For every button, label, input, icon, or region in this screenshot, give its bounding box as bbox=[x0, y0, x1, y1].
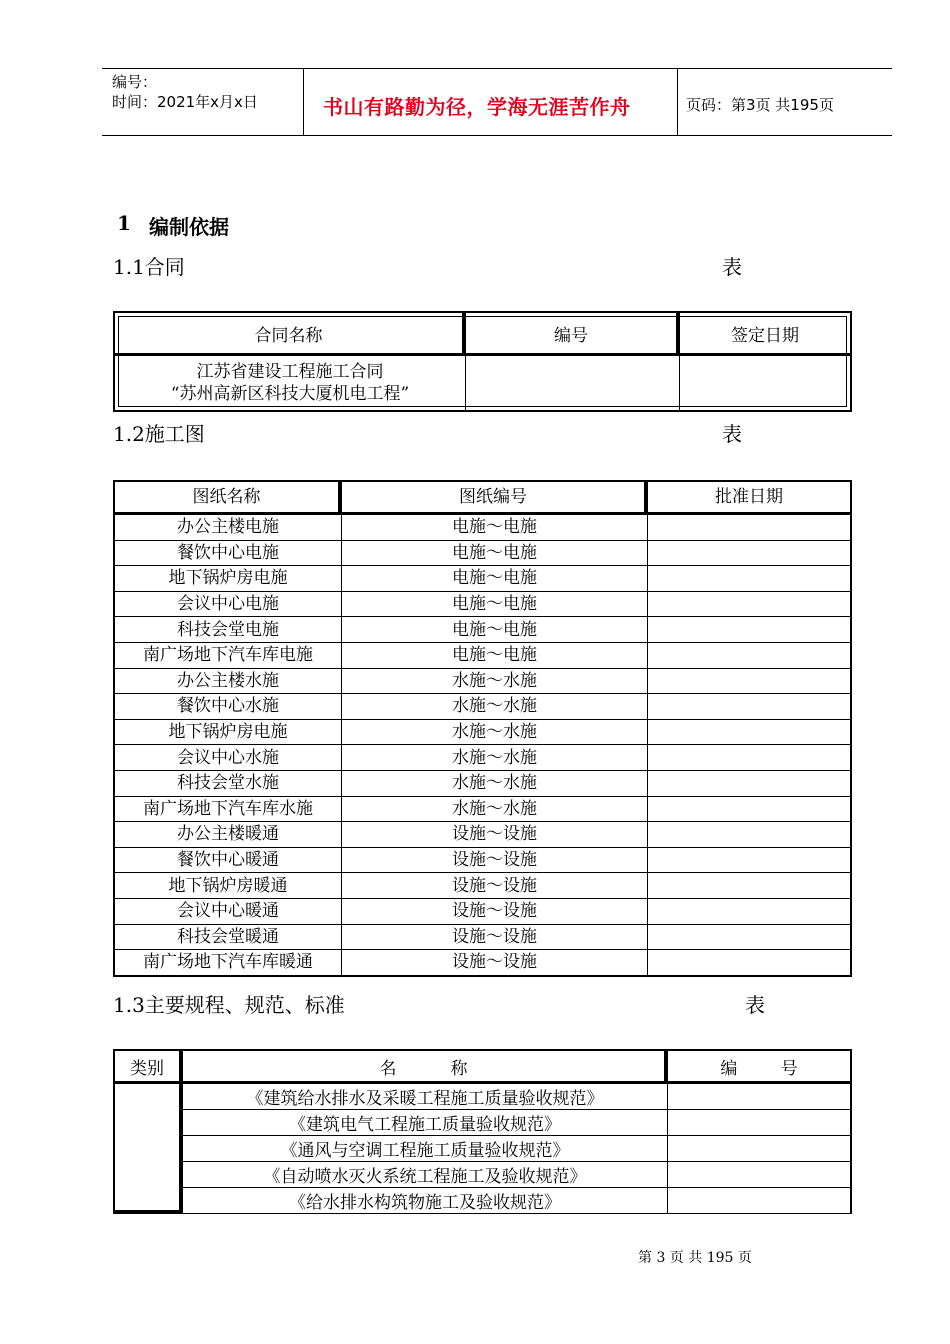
contract-name-line: “苏州高新区科技大厦机电工程” bbox=[170, 384, 410, 404]
contract-name-line: 江苏省建设工程施工合同 bbox=[196, 362, 384, 382]
table-row bbox=[115, 950, 850, 975]
header-time-label: 时间：2021年x月x日 bbox=[112, 93, 258, 111]
drawing-date-cell bbox=[648, 617, 850, 643]
drawing-date-cell bbox=[648, 720, 850, 746]
drawing-code-cell: 设施～设施 bbox=[342, 848, 648, 874]
drawing-code-cell: 设施～设施 bbox=[342, 950, 648, 975]
drawing-name-cell: 会议中心暖通 bbox=[115, 899, 342, 925]
drawing-code-cell: 水施～水施 bbox=[342, 694, 648, 720]
drawing-code-cell: 电施～电施 bbox=[342, 515, 648, 541]
column-header: 批准日期 bbox=[648, 482, 850, 515]
drawing-name-cell: 地下锅炉房电施 bbox=[115, 566, 342, 592]
column-header: 编 号 bbox=[668, 1051, 850, 1084]
drawing-code-cell: 水施～水施 bbox=[342, 669, 648, 695]
table-row bbox=[115, 720, 850, 746]
table-row bbox=[115, 515, 850, 541]
table-row bbox=[115, 873, 850, 899]
table-label: 表 bbox=[722, 255, 742, 279]
drawing-date-cell bbox=[648, 797, 850, 823]
drawing-date-cell bbox=[648, 950, 850, 975]
table-row bbox=[115, 643, 850, 669]
column-header: 名 称 bbox=[183, 1051, 668, 1084]
drawing-name-cell: 办公主楼暖通 bbox=[115, 822, 342, 848]
table-header-row bbox=[115, 313, 850, 356]
standard-name-cell: 《给水排水构筑物施工及验收规范》 bbox=[183, 1188, 668, 1214]
drawing-code-cell: 水施～水施 bbox=[342, 720, 648, 746]
drawing-code-cell: 水施～水施 bbox=[342, 797, 648, 823]
drawing-name-cell: 地下锅炉房暖通 bbox=[115, 873, 342, 899]
table-row bbox=[115, 694, 850, 720]
column-header: 合同名称 bbox=[115, 313, 466, 356]
column-header: 图纸编号 bbox=[342, 482, 648, 515]
contract-number-cell bbox=[466, 356, 680, 410]
drawing-name-cell: 南广场地下汽车库水施 bbox=[115, 797, 342, 823]
table-label: 表 bbox=[745, 993, 765, 1017]
table-row bbox=[115, 669, 850, 695]
category-cell bbox=[115, 1084, 183, 1214]
heading-number: 1 bbox=[117, 211, 131, 235]
table-row bbox=[115, 617, 850, 643]
table-row bbox=[115, 566, 850, 592]
standards-table bbox=[113, 1049, 852, 1214]
column-header: 编号 bbox=[466, 313, 680, 356]
column-header: 签定日期 bbox=[680, 313, 850, 356]
table-row bbox=[115, 356, 850, 410]
drawing-date-cell bbox=[648, 566, 850, 592]
drawing-code-cell: 电施～电施 bbox=[342, 541, 648, 567]
header-number-label: 编号： bbox=[112, 73, 158, 91]
section-title-drawings: 1.2施工图 bbox=[113, 422, 205, 446]
column-header: 图纸名称 bbox=[115, 482, 342, 515]
contract-date-cell bbox=[680, 356, 850, 410]
standard-name-cell: 《建筑电气工程施工质量验收规范》 bbox=[183, 1110, 668, 1136]
drawing-date-cell bbox=[648, 541, 850, 567]
drawing-name-cell: 餐饮中心电施 bbox=[115, 541, 342, 567]
standard-number-cell bbox=[668, 1084, 850, 1110]
drawing-date-cell bbox=[648, 848, 850, 874]
contract-name-cell bbox=[115, 356, 466, 410]
drawing-date-cell bbox=[648, 515, 850, 541]
standard-number-cell bbox=[668, 1136, 850, 1162]
drawing-date-cell bbox=[648, 694, 850, 720]
drawing-code-cell: 电施～电施 bbox=[342, 592, 648, 618]
drawing-name-cell: 地下锅炉房电施 bbox=[115, 720, 342, 746]
drawing-code-cell: 电施～电施 bbox=[342, 643, 648, 669]
table-row bbox=[115, 797, 850, 823]
header-divider bbox=[303, 68, 304, 135]
section-title-contract: 1.1合同 bbox=[113, 255, 185, 279]
table-row bbox=[115, 899, 850, 925]
drawing-name-cell: 科技会堂暖通 bbox=[115, 925, 342, 951]
heading-title: 编制依据 bbox=[149, 215, 229, 239]
drawing-date-cell bbox=[648, 592, 850, 618]
header-bottom-rule bbox=[102, 135, 892, 136]
table-row bbox=[115, 1162, 850, 1188]
drawing-date-cell bbox=[648, 771, 850, 797]
drawing-code-cell: 设施～设施 bbox=[342, 822, 648, 848]
standard-name-cell: 《建筑给水排水及采暖工程施工质量验收规范》 bbox=[183, 1084, 668, 1110]
drawing-code-cell: 设施～设施 bbox=[342, 925, 648, 951]
drawing-code-cell: 电施～电施 bbox=[342, 566, 648, 592]
standard-number-cell bbox=[668, 1188, 850, 1214]
table-row bbox=[115, 541, 850, 567]
table-row bbox=[115, 925, 850, 951]
column-header: 类别 bbox=[115, 1051, 183, 1084]
table-row bbox=[115, 592, 850, 618]
drawing-date-cell bbox=[648, 873, 850, 899]
standard-name-cell: 《通风与空调工程施工质量验收规范》 bbox=[183, 1136, 668, 1162]
drawing-date-cell bbox=[648, 745, 850, 771]
footer-page-number: 第 3 页 共 195 页 bbox=[638, 1250, 752, 1266]
header-top-rule bbox=[102, 68, 892, 69]
table-row bbox=[115, 822, 850, 848]
table-row bbox=[115, 1084, 850, 1110]
header-motto: 书山有路勤为径，学海无涯苦作舟 bbox=[323, 95, 631, 119]
header-divider bbox=[677, 68, 678, 135]
drawing-name-cell: 办公主楼水施 bbox=[115, 669, 342, 695]
drawing-code-cell: 电施～电施 bbox=[342, 617, 648, 643]
table-row bbox=[115, 745, 850, 771]
contract-table bbox=[113, 311, 852, 412]
standard-number-cell bbox=[668, 1110, 850, 1136]
drawing-date-cell bbox=[648, 643, 850, 669]
drawing-date-cell bbox=[648, 925, 850, 951]
standard-name-cell: 《自动喷水灭火系统工程施工及验收规范》 bbox=[183, 1162, 668, 1188]
drawings-table bbox=[113, 480, 852, 977]
table-row bbox=[115, 848, 850, 874]
header-page-label: 页码：第3页 共195页 bbox=[686, 96, 834, 114]
drawing-name-cell: 会议中心电施 bbox=[115, 592, 342, 618]
section-title-standards: 1.3主要规程、规范、标准 bbox=[113, 993, 345, 1017]
drawing-name-cell: 办公主楼电施 bbox=[115, 515, 342, 541]
drawing-name-cell: 餐饮中心水施 bbox=[115, 694, 342, 720]
drawing-name-cell: 南广场地下汽车库暖通 bbox=[115, 950, 342, 975]
table-header-row bbox=[115, 482, 850, 515]
drawing-code-cell: 设施～设施 bbox=[342, 873, 648, 899]
drawing-name-cell: 科技会堂电施 bbox=[115, 617, 342, 643]
table-label: 表 bbox=[722, 422, 742, 446]
table-row bbox=[115, 1110, 850, 1136]
table-row bbox=[115, 1188, 850, 1214]
drawing-code-cell: 水施～水施 bbox=[342, 745, 648, 771]
drawing-date-cell bbox=[648, 822, 850, 848]
table-row bbox=[115, 1136, 850, 1162]
table-row bbox=[115, 771, 850, 797]
drawing-name-cell: 会议中心水施 bbox=[115, 745, 342, 771]
standard-number-cell bbox=[668, 1162, 850, 1188]
drawing-code-cell: 水施～水施 bbox=[342, 771, 648, 797]
drawing-date-cell bbox=[648, 899, 850, 925]
table-header-row bbox=[115, 1051, 850, 1084]
drawing-date-cell bbox=[648, 669, 850, 695]
drawing-name-cell: 科技会堂水施 bbox=[115, 771, 342, 797]
drawing-name-cell: 南广场地下汽车库电施 bbox=[115, 643, 342, 669]
drawing-code-cell: 设施～设施 bbox=[342, 899, 648, 925]
drawing-name-cell: 餐饮中心暖通 bbox=[115, 848, 342, 874]
